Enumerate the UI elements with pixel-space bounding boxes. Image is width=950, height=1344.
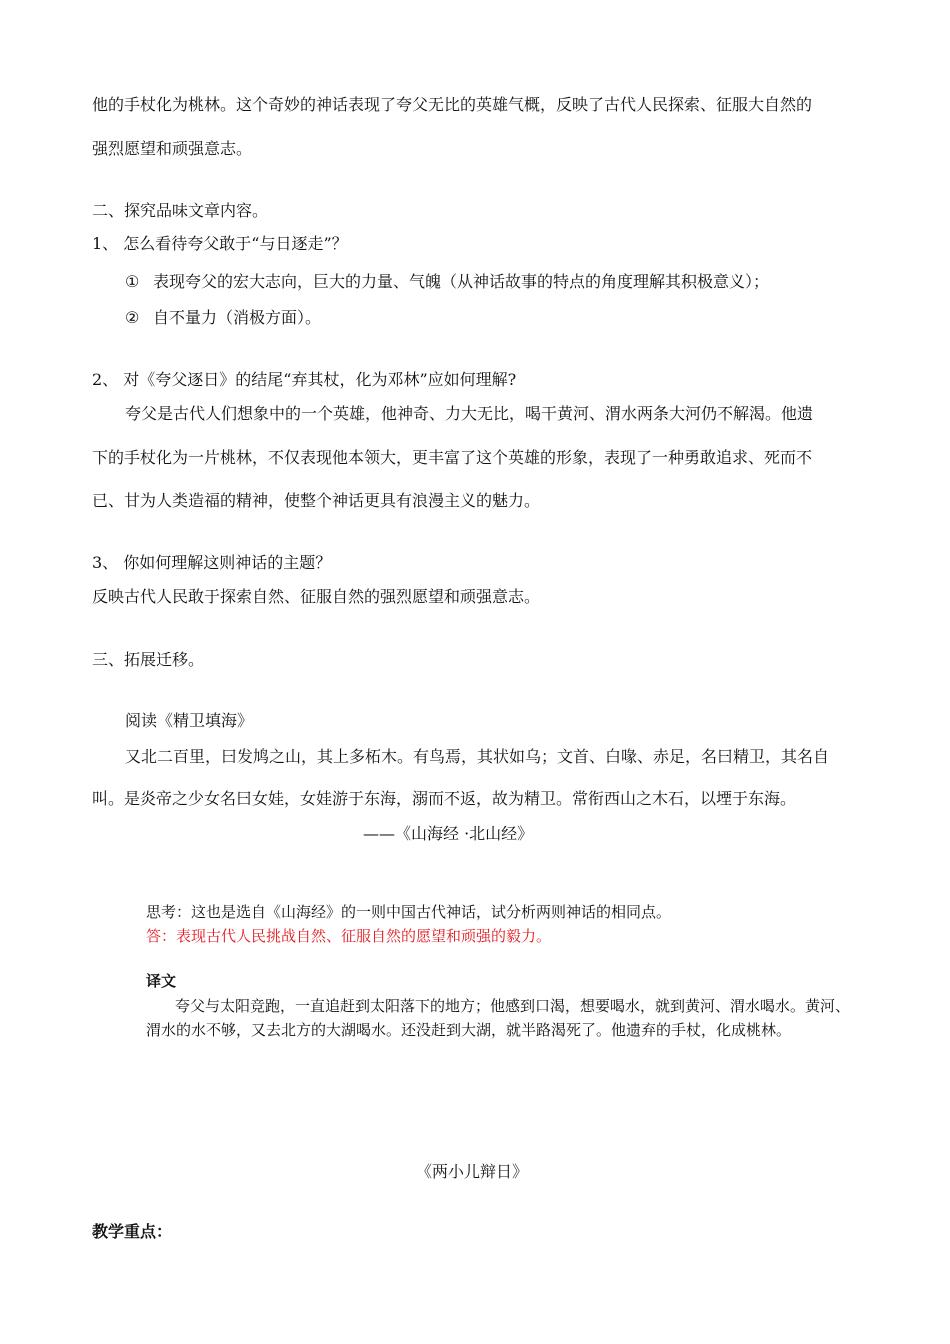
translation-title: 译文 <box>146 972 177 990</box>
question-3-answer: 反映古代人民敢于探索自然、征服自然的强烈愿望和顽强意志。 <box>92 587 541 606</box>
point-marker: ① <box>125 272 140 291</box>
reading-title: 阅读《精卫填海》 <box>125 711 254 730</box>
passage-source: ——《山海经 ·北山经》 <box>363 824 534 843</box>
question-2-answer-line-3: 已、甘为人类造福的精神，使整个神话更具有浪漫主义的魅力。 <box>92 491 541 510</box>
question-1-point-2 <box>125 308 321 328</box>
section-2-heading: 二、探究品味文章内容。 <box>92 201 269 220</box>
think-question: 思考：这也是选自《山海经》的一则中国古代神话，试分析两则神话的相同点。 <box>146 903 672 921</box>
think-answer: 答：表现古代人民挑战自然、征服自然的愿望和顽强的毅力。 <box>146 927 552 945</box>
section-3-heading: 三、拓展迁移。 <box>92 650 205 669</box>
question-2-answer-line-2: 下的手杖化为一片桃林，不仅表现他本领大，更丰富了这个英雄的形象，表现了一种勇敢追求、死而不 <box>92 448 813 467</box>
point-text: 表现夸父的宏大志向，巨大的力量、气魄（从神话故事的特点的角度理解其积极意义）； <box>153 272 770 291</box>
passage-line-1: 又北二百里，曰发鸠之山，其上多柘木。有鸟焉，其状如乌；文首、白喙、赤足，名曰精卫，其名自 <box>125 747 830 766</box>
question-1-point-1 <box>125 272 769 292</box>
point-text: 自不量力（消极方面）。 <box>153 308 322 327</box>
teaching-focus-label: 教学重点： <box>92 1222 173 1241</box>
intro-line-1: 他的手杖化为桃林。这个奇妙的神话表现了夸父无比的英雄气概，反映了古代人民探索、征服大自然的 <box>92 95 813 114</box>
intro-line-2: 强烈愿望和顽强意志。 <box>92 139 253 158</box>
question-1: 1、 怎么看待夸父敢于“与日逐走”？ <box>92 234 348 253</box>
translation-line-1: 夸父与太阳竞跑，一直追赶到太阳落下的地方；他感到口渴，想要喝水，就到黄河、渭水喝水。黄河、 <box>175 997 851 1015</box>
passage-line-2: 叫。是炎帝之少女名曰女娃，女娃游于东海，溺而不返，故为精卫。常衔西山之木石，以堙于东海。 <box>92 789 797 808</box>
point-marker: ② <box>125 308 140 327</box>
question-2: 2、 对《夸父逐日》的结尾“弃其杖，化为邓林”应如何理解? <box>92 370 517 389</box>
next-lesson-title: 《两小儿辩日》 <box>416 1162 529 1181</box>
question-3: 3、 你如何理解这则神话的主题？ <box>92 553 332 572</box>
question-2-answer-line-1: 夸父是古代人们想象中的一个英雄，他神奇、力大无比，喝干黄河、渭水两条大河仍不解渴。他遗 <box>125 404 814 423</box>
translation-line-2: 渭水的水不够，又去北方的大湖喝水。还没赶到大湖，就半路渴死了。他遗弃的手杖，化成桃林。 <box>146 1021 792 1039</box>
